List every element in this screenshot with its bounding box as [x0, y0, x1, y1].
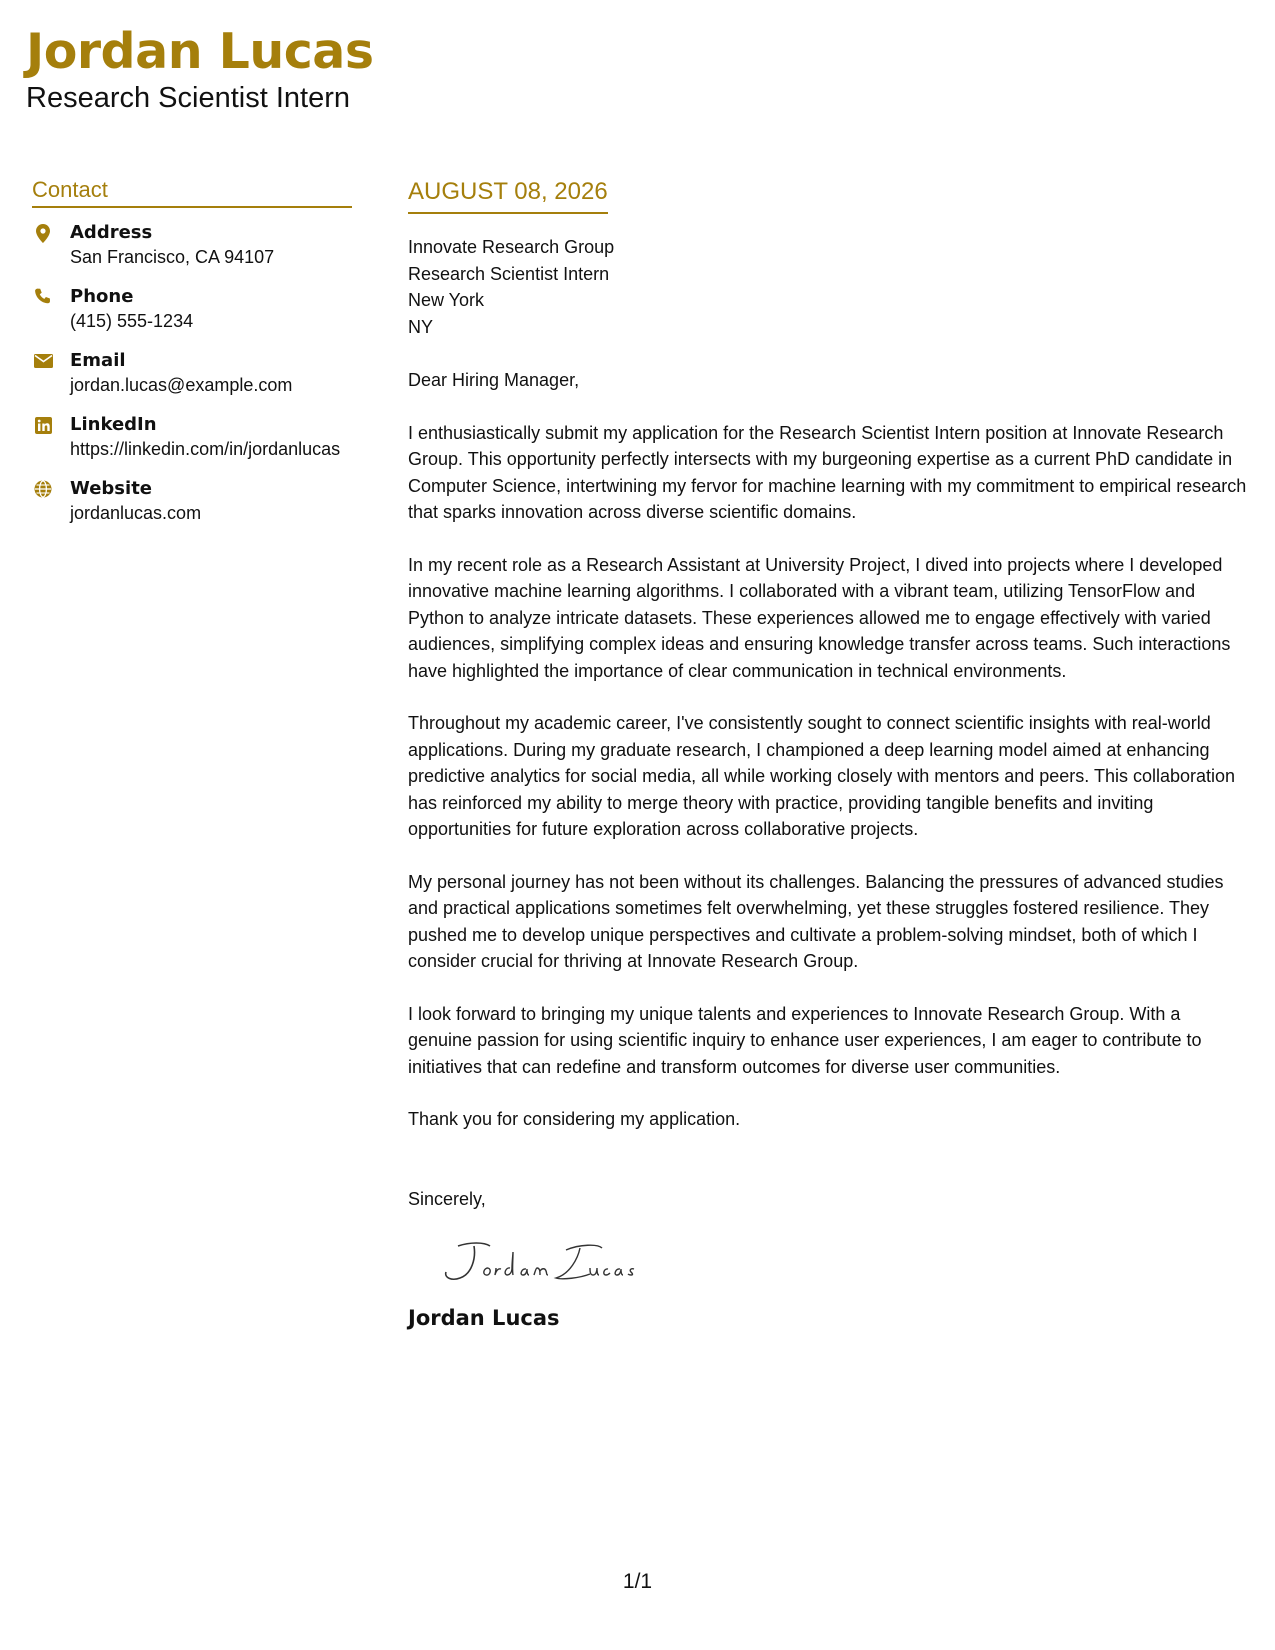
- envelope-icon: [32, 350, 54, 372]
- paragraph: In my recent role as a Research Assistant at University Project, I dived into projects where I developed innovative machine learning algorithms. I collaborated with a vibrant team, utilizing TensorFlow and Python to analyze intricate datasets. These experiences allowed me to engage effectively with varied audiences, simplifying complex ideas and ensuring knowledge transfer across teams. Such interactions have highlighted the importance of clear communication in technical environments.: [408, 554, 1231, 681]
- contact-sidebar: [32, 176, 352, 540]
- contact-value-address: San Francisco, CA 94107: [70, 247, 275, 267]
- letter-date: AUGUST 08, 2026: [408, 176, 608, 214]
- paragraph: I look forward to bringing my unique talents and experiences to Innovate Research Group. With a genuine passion for using scientific inquiry to enhance user experiences, I am eager to contribute to initiatives that can redefine and transform outcomes for diverse user communities.: [408, 1003, 1202, 1077]
- salutation: Dear Hiring Manager,: [408, 370, 580, 390]
- contact-item-email: [32, 348, 352, 398]
- contact-label-linkedin: LinkedIn: [70, 414, 157, 435]
- contact-item-linkedin: [32, 412, 352, 462]
- contact-value-email[interactable]: jordan.lucas@example.com: [70, 375, 293, 395]
- letter-header: [26, 22, 374, 116]
- applicant-role: Research Scientist Intern: [26, 82, 350, 114]
- signature-image: [430, 1238, 1248, 1288]
- map-pin-icon: [32, 222, 54, 244]
- paragraph: My personal journey has not been without its challenges. Balancing the pressures of advanced studies and practical applications sometimes felt overwhelming, yet these struggles fostered resilience. They pushed me to develop unique perspectives and cultivate a problem-solving mindset, both of which I consider crucial for thriving at Innovate Research Group.: [408, 871, 1224, 971]
- contact-value-phone: (415) 555-1234: [70, 311, 194, 331]
- recipient-block: [408, 234, 1248, 340]
- contact-value-linkedin[interactable]: https://linkedin.com/in/jordanlucas: [70, 439, 341, 459]
- closing: Sincerely,: [408, 1188, 486, 1209]
- linkedin-icon: [32, 414, 54, 436]
- applicant-name: Jordan Lucas: [26, 23, 374, 80]
- contact-label-email: Email: [70, 350, 126, 371]
- globe-icon: [32, 478, 54, 500]
- recipient-city: New York: [408, 290, 485, 310]
- contact-label-address: Address: [70, 222, 153, 243]
- paragraph: Thank you for considering my application.: [408, 1109, 741, 1129]
- contact-item-website: [32, 476, 352, 526]
- contact-label-phone: Phone: [70, 286, 134, 307]
- recipient-company: Innovate Research Group: [408, 237, 615, 257]
- contact-item-phone: [32, 284, 352, 334]
- contact-label-website: Website: [70, 478, 153, 499]
- signer-name: Jordan Lucas: [408, 1306, 560, 1330]
- recipient-position: Research Scientist Intern: [408, 263, 610, 284]
- paragraph: Throughout my academic career, I've consistently sought to connect scientific insights with real-world applications. During my graduate research, I championed a deep learning model aimed at enhancing predictive analytics for social media, all while working closely with mentors and peers. This collaboration has reinforced my ability to merge theory with practice, providing tangible benefits and inviting opportunities for future exploration across collaborative projects.: [408, 713, 1236, 839]
- letter-body: [408, 176, 1248, 1332]
- contact-heading: Contact: [32, 176, 352, 208]
- paragraph: I enthusiastically submit my application for the Research Scientist Intern position at Innovate Research Group. This opportunity perfectly intersects with my burgeoning expertise as a current PhD candidate in Computer Science, intertwining my fervor for machine learning with my commitment to empirical research that sparks innovation across diverse scientific domains.: [408, 422, 1247, 522]
- recipient-state: NY: [408, 316, 434, 337]
- contact-value-website[interactable]: jordanlucas.com: [70, 503, 202, 523]
- contact-item-address: [32, 220, 352, 270]
- phone-icon: [32, 286, 54, 308]
- page-number: 1/1: [622, 1570, 653, 1593]
